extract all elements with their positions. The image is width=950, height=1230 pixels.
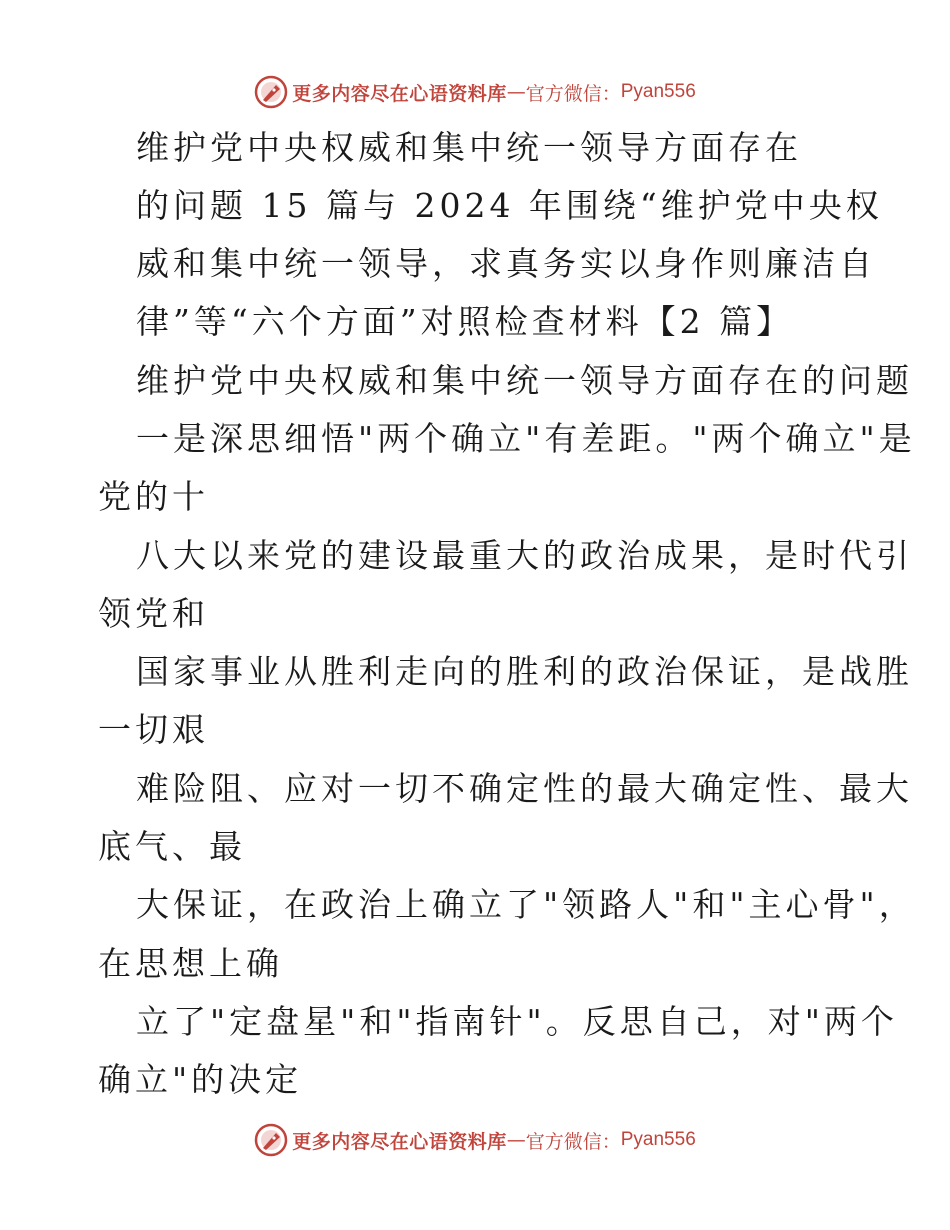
- body-line: 领党和: [98, 594, 209, 633]
- body-line: 大保证，在政治上确立了"领路人"和"主心骨"，: [136, 885, 916, 924]
- pen-nib-circle-icon: [254, 1123, 288, 1157]
- watermark-separator: —: [506, 1129, 526, 1151]
- title-line: 律”等“六个方面”对照检查材料【2 篇】: [136, 302, 794, 341]
- body-line: 一切艰: [98, 710, 209, 749]
- body-line: 党的十: [98, 477, 209, 516]
- title-line: 维护党中央权威和集中统一领导方面存在: [136, 128, 802, 167]
- body-line: 国家事业从胜利走向的胜利的政治保证，是战胜: [136, 652, 913, 691]
- watermark-separator: —: [506, 81, 526, 103]
- watermark-wechat-label: 官方微信：: [525, 82, 621, 105]
- watermark-banner-top: [0, 72, 950, 112]
- title-line: 威和集中统一领导，求真务实以身作则廉洁自: [136, 244, 876, 283]
- watermark-site-text: 更多内容尽在心语资料库: [292, 82, 507, 105]
- body-line: 八大以来党的建设最重大的政治成果，是时代引: [136, 536, 913, 575]
- pen-nib-circle-icon: [254, 75, 288, 109]
- watermark-banner-bottom: [0, 1120, 950, 1160]
- watermark-site-text: 更多内容尽在心语资料库: [292, 1130, 507, 1153]
- watermark-wechat-id: Pyan556: [620, 81, 696, 102]
- body-line: 确立"的决定: [98, 1060, 303, 1099]
- watermark-wechat-label: 官方微信：: [525, 1130, 621, 1153]
- body-line: 一是深思细悟"两个确立"有差距。"两个确立"是: [136, 419, 916, 458]
- body-line: 在思想上确: [98, 944, 283, 983]
- watermark-wechat-id: Pyan556: [620, 1129, 696, 1150]
- body-line: 立了"定盘星"和"指南针"。反思自己，对"两个: [136, 1002, 898, 1041]
- title-line: 的问题 15 篇与 2024 年围绕“维护党中央权: [136, 186, 883, 225]
- body-line: 底气、最: [98, 827, 246, 866]
- body-line: 难险阻、应对一切不确定性的最大确定性、最大: [136, 769, 913, 808]
- body-line: 维护党中央权威和集中统一领导方面存在的问题: [136, 361, 913, 400]
